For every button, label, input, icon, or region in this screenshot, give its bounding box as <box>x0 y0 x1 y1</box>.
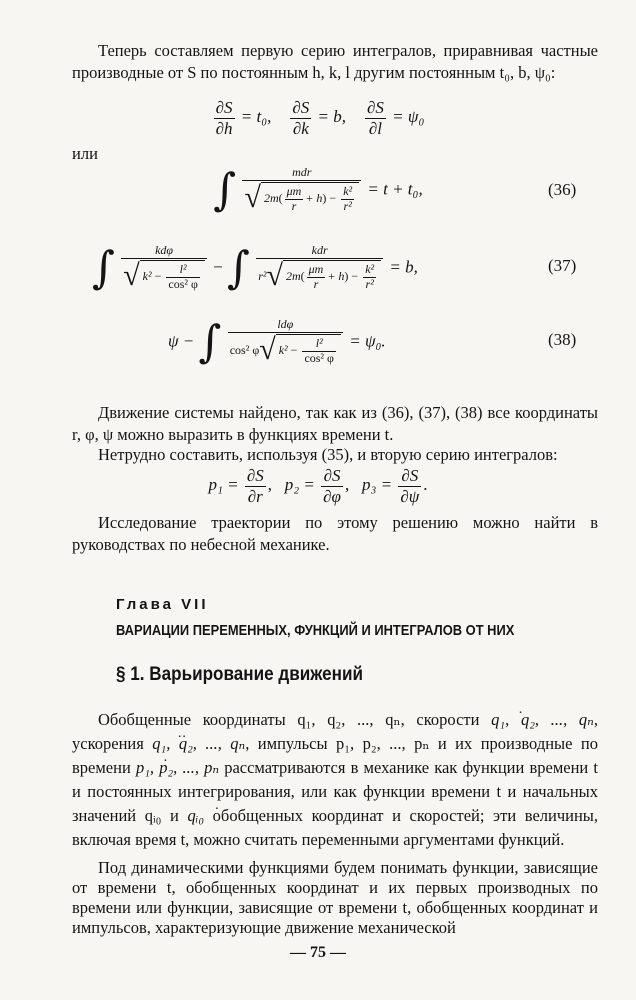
frac-den: cos² φ <box>168 277 198 292</box>
term-k2: k² <box>142 269 152 284</box>
paragraph-dynamic-functions: Под динамическими функциями будем понимать функции, зависящие от времени t, обобщенных координат и их первых производных по времени или функции, зависящие от времени t, обобщенных координат и импульсов, характеризующие движение механической <box>72 858 598 937</box>
term-p3: p₃ = <box>361 474 393 494</box>
sep: . <box>423 474 428 494</box>
intro-paragraph: Теперь составляем первую серию интегралов, приравнивая частные производные от S по постоянным h, k, l другим постоянным t₀, b, ψ₀: <box>72 41 598 82</box>
text-run: , <box>593 710 598 729</box>
eq-rhs: = b, <box>389 257 418 277</box>
integral-sign: ∫ <box>213 164 237 216</box>
integral-sign: ∫ <box>227 242 250 294</box>
equation-momenta <box>0 466 636 506</box>
frac-num: ∂S <box>323 466 341 485</box>
frac-num: μm <box>286 184 302 199</box>
frac-den: ∂r <box>245 486 266 507</box>
equation-partials <box>0 98 636 138</box>
frac-den: ∂φ <box>323 486 341 506</box>
minus: − <box>290 343 298 358</box>
momenta-derivatives: p₁, p₂, ..., pₙ . <box>136 758 219 777</box>
initial-velocities: qᵢ₀ . <box>187 806 204 825</box>
text-run: ускорения <box>72 734 153 753</box>
accelerations: q₁, q₂, ..., qₙ .. <box>152 734 245 753</box>
integral-sign: ∫ <box>92 242 115 294</box>
frac-den: r² <box>363 277 376 292</box>
term-p1: p₁ = <box>208 474 239 494</box>
term-2m: 2m <box>285 269 301 284</box>
velocities: q₁, q₂, ..., qₙ . <box>491 710 594 729</box>
frac-num: l² <box>179 262 187 277</box>
equation-36: ∫ mdr √ 2m( $\frac{\mu m}{r}$ + h) − $\frac{\text{k²}}{\text{r²}}$ = t + t₀, <box>213 164 423 216</box>
minus: − <box>329 191 337 206</box>
chapter-title: ВАРИАЦИИ ПЕРЕМЕННЫХ, ФУНКЦИЙ И ИНТЕГРАЛОВ ОТ НИХ <box>116 622 515 639</box>
paragraph-variation <box>72 708 598 852</box>
section-title: § 1. Варьирование движений <box>116 664 364 685</box>
term-p2: p₂ = <box>284 474 315 494</box>
minus: − <box>351 269 359 284</box>
frac-den: r <box>285 199 304 214</box>
sep: , <box>344 474 350 494</box>
text-run: обобщенных координат и скоростей; эти величины, включая время t, можно считать переменными аргументами функций. <box>72 806 599 849</box>
paragraph-research: Исследование траектории по этому решению можно найти в руководствах по небесной механике. <box>72 513 598 554</box>
eq-rhs: = ψ₀ <box>392 106 425 126</box>
sqrt-sign: √ <box>123 258 140 292</box>
frac-num: ldφ <box>277 317 294 331</box>
term-cos2: cos² φ <box>229 342 260 357</box>
frac-den: r² <box>341 199 354 214</box>
term-r2: r² <box>258 268 267 283</box>
chapter-label: Глава VII <box>116 596 209 613</box>
term-2m: 2m <box>263 191 279 206</box>
minus: − <box>213 257 223 277</box>
eq-rhs: = t + t₀, <box>367 179 423 199</box>
eq-label-38: (38) <box>548 330 577 349</box>
text-run: , импульсы p₁, p₂, ..., pₙ и их производные по времени <box>72 734 598 777</box>
frac-num: ∂S <box>246 466 264 485</box>
frac-num: kdφ <box>155 243 174 257</box>
eq-rhs: = ψ₀. <box>349 331 386 351</box>
page-number: — 75 — <box>290 944 346 961</box>
frac-den: cos² φ <box>304 351 334 366</box>
eq-lhs: ψ − <box>168 331 195 351</box>
text-run: рассматриваются в механике как функции времени t и постоянных интегрирования, или как функции времени t и начальных значений qᵢ₀ и <box>72 758 598 825</box>
frac-num: l² <box>315 336 323 351</box>
integral-sign: ∫ <box>198 316 222 368</box>
sqrt-sign: √ <box>266 258 283 292</box>
paragraph-second: Нетрудно составить, используя (35), и вторую серию интегралов: <box>98 445 558 464</box>
frac-num: ∂S <box>292 98 310 117</box>
eq-rhs: = b, <box>317 106 347 126</box>
frac-den: ∂l <box>365 118 386 139</box>
eq-label-36: (36) <box>548 180 577 199</box>
term-h: + h <box>305 191 323 206</box>
text-run: Обобщенные координаты q₁, q₂, ..., qₙ, скорости <box>98 710 492 729</box>
eq-rhs: = t₀, <box>240 106 272 126</box>
frac-num: ∂S <box>401 466 419 485</box>
frac-den: ∂h <box>215 118 233 138</box>
frac-den: ∂k <box>290 118 311 139</box>
sep: , <box>267 474 272 494</box>
frac-num: k² <box>343 184 353 199</box>
frac-den: r <box>307 277 326 292</box>
frac-den: ∂ψ <box>400 486 420 506</box>
frac-num: ∂S <box>215 98 233 117</box>
word-or: или <box>72 144 98 163</box>
frac-num: kdr <box>311 243 328 257</box>
eq-label-37: (37) <box>548 256 577 275</box>
sqrt-sign: √ <box>244 180 261 214</box>
sqrt-sign: √ <box>259 332 276 366</box>
frac-num: k² <box>365 262 375 277</box>
paragraph-found: Движение системы найдено, так как из (36), (37), (38) все координаты r, φ, ψ можно выразить в функциях времени t. <box>72 403 598 444</box>
term-k2: k² <box>278 343 288 358</box>
term-h: + h <box>327 269 345 284</box>
equation-37: ∫ kdφ √ k² − $\frac{\text{l²}}{\text{cos² φ}}$ − ∫ kdr r²√ 2m( $\frac{\mu m}{r}$ + h) − $\frac{\text{k²}}{\text{r²}}$ = b, <box>92 242 418 294</box>
frac-num: μm <box>308 262 324 277</box>
equation-38 <box>0 318 636 367</box>
frac-num: mdr <box>292 165 312 179</box>
minus: − <box>154 269 162 284</box>
frac-num: ∂S <box>367 98 384 117</box>
